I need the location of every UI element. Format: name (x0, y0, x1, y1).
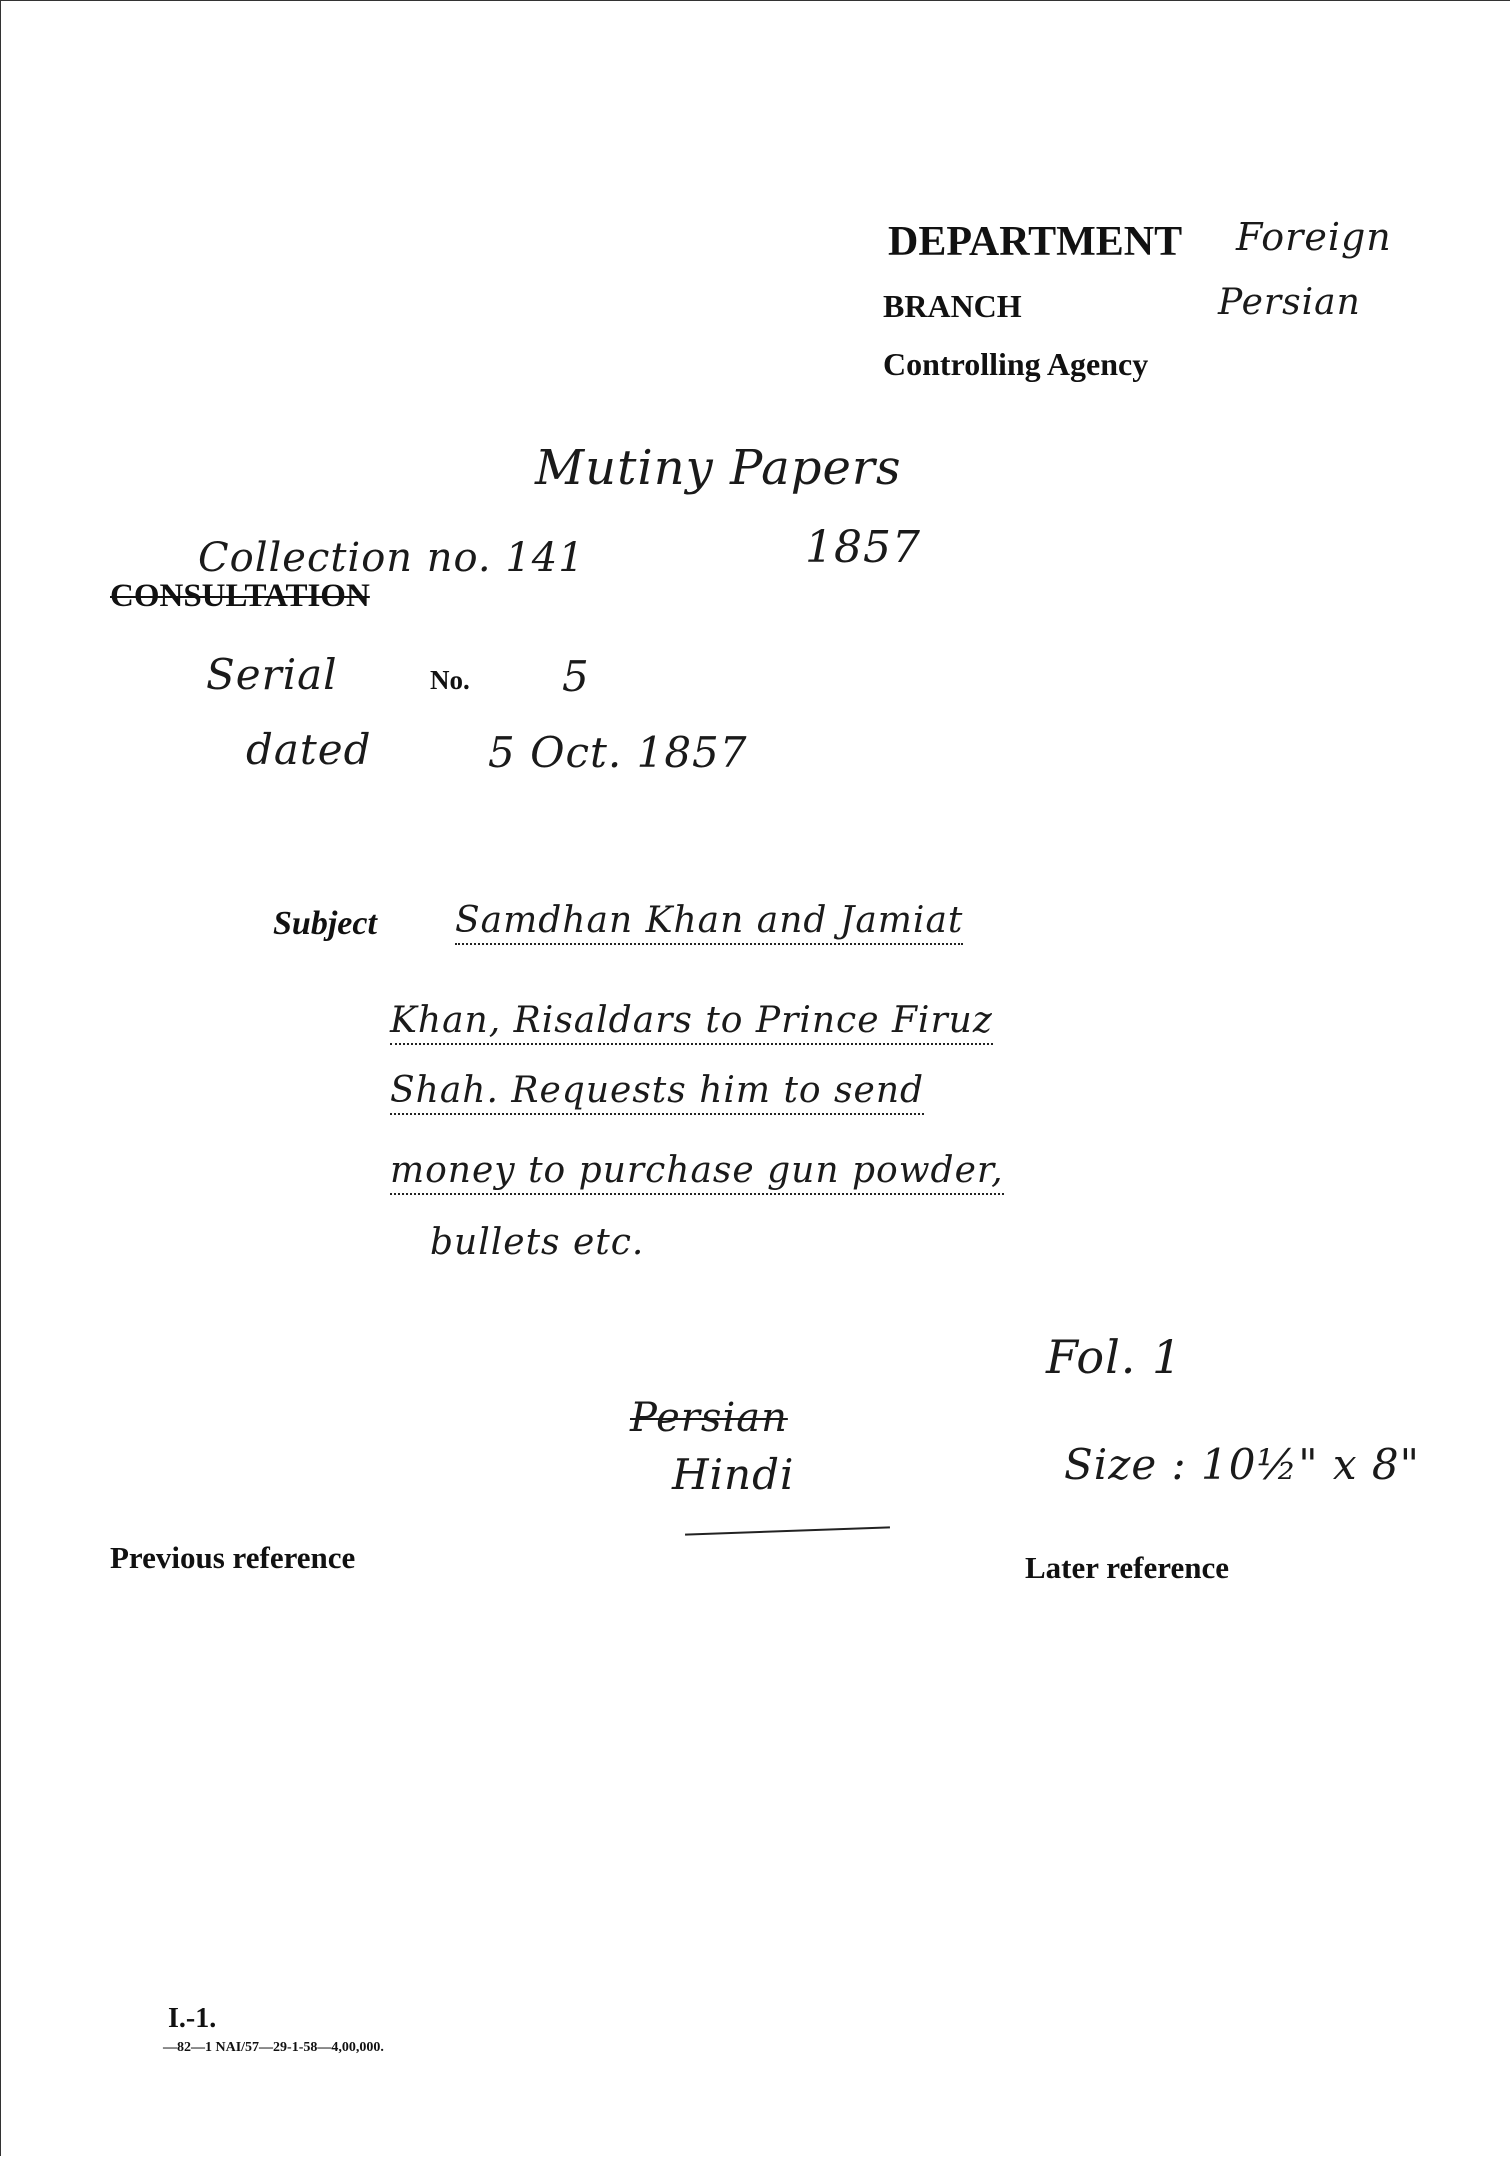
title-mutiny-papers: Mutiny Papers (535, 440, 902, 496)
branch-value: Persian (1218, 282, 1361, 323)
subject-line-2: Khan, Risaldars to Prince Firuz (390, 1000, 993, 1045)
no-label: No. (430, 665, 470, 695)
previous-reference-label: Previous reference (110, 1540, 356, 1575)
language-persian-struck: Persian (630, 1395, 788, 1441)
form-number: I.-1. (168, 2003, 217, 2034)
subject-line-5: bullets etc. (430, 1222, 645, 1263)
serial-label: Serial (206, 650, 338, 699)
print-line: —82—1 NAI/57—29-1-58—4,00,000. (163, 2040, 384, 2055)
subject-label: Subject (273, 905, 377, 942)
folio-number: Fol. 1 (1046, 1330, 1183, 1384)
collection-number: Collection no. 141 (198, 535, 585, 581)
language-hindi: Hindi (672, 1450, 795, 1499)
consultation-label: CONSULTATION (110, 578, 370, 614)
department-label: DEPARTMENT (888, 219, 1183, 265)
dated-label: dated (246, 725, 372, 774)
subject-line-1: Samdhan Khan and Jamiat (455, 900, 963, 945)
later-reference-label: Later reference (1025, 1550, 1229, 1585)
dated-value: 5 Oct. 1857 (488, 728, 748, 777)
no-value: 5 (562, 652, 590, 701)
title-year: 1857 (805, 522, 921, 573)
branch-label: BRANCH (883, 288, 1022, 324)
subject-line-3: Shah. Requests him to send (390, 1070, 924, 1115)
controlling-agency-label: Controlling Agency (883, 346, 1149, 382)
subject-line-4: money to purchase gun powder, (390, 1150, 1004, 1195)
department-value: Foreign (1236, 215, 1392, 259)
folio-size: Size : 10½" x 8" (1064, 1440, 1420, 1489)
